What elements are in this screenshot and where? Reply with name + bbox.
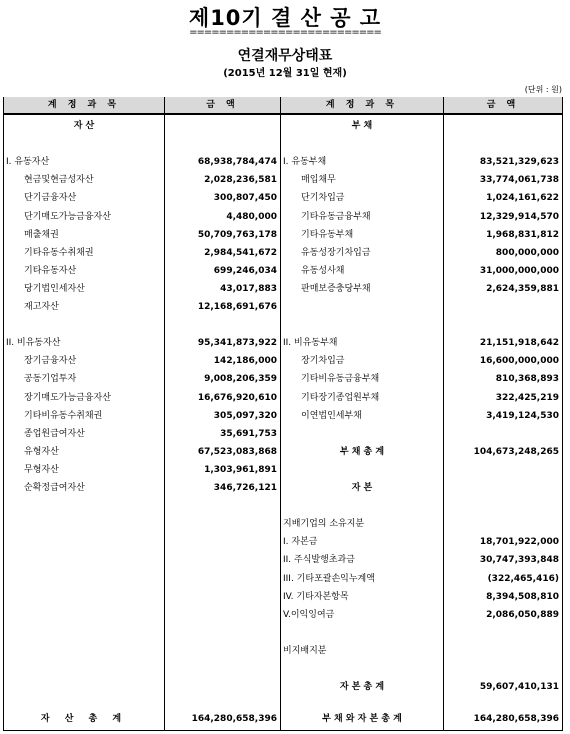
left-row-label: 자 산	[73, 121, 95, 131]
left-row-label: 기타유동자산	[24, 265, 77, 276]
column-divider	[280, 97, 281, 731]
left-row-label: 현금및현금성자산	[24, 175, 94, 186]
right-row-label: I. 유동부채	[283, 157, 327, 168]
left-row-amount: 2,028,236,581	[204, 175, 277, 186]
total-liabilities-equity-amount: 164,280,658,396	[473, 714, 559, 724]
right-row-amount: 1,968,831,812	[486, 229, 559, 240]
right-row-amount: 1,024,161,622	[486, 193, 559, 204]
right-row-label: IV. 기타자본항목	[283, 591, 349, 602]
right-row-amount: 18,701,922,000	[479, 537, 559, 548]
left-row-amount: 699,246,034	[213, 265, 277, 276]
left-row-label: 무형자산	[24, 464, 59, 475]
statement-date: (2015년 12월 31일 현재)	[223, 68, 347, 79]
right-row-label: 자 본	[351, 483, 373, 493]
right-row-label: 기타유동금융부채	[301, 211, 371, 222]
page-title: 제10기 결 산 공 고	[188, 6, 382, 30]
left-row-amount: 43,017,883	[220, 283, 277, 294]
statement-title: 연결재무상태표	[237, 48, 333, 64]
left-row-amount: 9,008,206,359	[204, 374, 277, 385]
left-row-label: 재고자산	[24, 302, 59, 312]
total-assets-amount: 164,280,658,396	[191, 714, 277, 724]
left-row-label: 종업원급여자산	[24, 428, 85, 439]
left-row-label: II. 비유동자산	[6, 338, 61, 349]
right-row-amount: 2,086,050,889	[486, 609, 559, 620]
right-row-amount: 2,624,359,881	[486, 283, 559, 294]
left-row-label: 순확정급여자산	[24, 483, 85, 493]
right-row-label: 유동성장기차입금	[301, 247, 371, 258]
right-row-amount: 83,521,329,623	[479, 157, 559, 168]
left-row-amount: 67,523,083,868	[197, 446, 277, 457]
left-row-amount: 305,097,320	[213, 410, 277, 421]
title-underline: ==========================	[189, 27, 381, 38]
left-row-label: I. 유동자산	[6, 157, 50, 168]
right-row-label: 기타유동부채	[301, 229, 354, 240]
right-row-label: 장기차입금	[301, 356, 345, 367]
left-row-label: 단기금융자산	[24, 193, 77, 204]
right-row-amount: 810,368,893	[495, 374, 559, 385]
right-row-label: II. 비유동부채	[283, 338, 338, 349]
right-row-amount: 322,425,219	[495, 392, 559, 403]
left-row-label: 당기법인세자산	[24, 283, 85, 294]
left-row-amount: 4,480,000	[226, 211, 277, 222]
right-row-label: 이연법인세부채	[301, 410, 362, 421]
right-row-label: II. 주식발행초과금	[283, 555, 355, 566]
header-left-account: 계 정 과 목	[4, 97, 164, 114]
right-row-amount: 3,419,124,530	[486, 410, 559, 421]
left-row-amount: 12,168,691,676	[197, 302, 277, 312]
right-row-amount: 12,329,914,570	[479, 211, 559, 222]
left-row-amount: 2,984,541,672	[204, 247, 277, 258]
left-row-label: 장기매도가능금융자산	[24, 392, 111, 403]
right-row-amount: 8,394,508,810	[486, 591, 559, 602]
right-row-label: 매입채무	[301, 175, 336, 186]
unit-label: (단위 : 원)	[524, 85, 562, 94]
left-row-label: 장기금융자산	[24, 356, 77, 367]
left-row-label: 공동기업투자	[24, 374, 77, 385]
total-liabilities-equity-label: 부 채 와 자 본 총 계	[322, 714, 402, 724]
left-row-amount: 35,691,753	[220, 428, 277, 439]
right-row-amount: 59,607,410,131	[479, 682, 559, 693]
right-row-amount: 104,673,248,265	[473, 446, 559, 457]
left-row-label: 기타비유동수취채권	[24, 410, 103, 421]
right-row-label: 부 채	[351, 121, 373, 131]
left-row-label: 매출채권	[24, 229, 59, 240]
right-row-amount: 30,747,393,848	[479, 555, 559, 566]
left-row-amount: 1,303,961,891	[204, 464, 277, 475]
left-row-amount: 50,709,763,178	[197, 229, 277, 240]
right-row-amount: 800,000,000	[495, 247, 559, 258]
left-row-label: 단기매도가능금융자산	[24, 211, 111, 222]
right-row-label: 유동성사채	[301, 265, 345, 276]
right-row-label: 판매보증충당부채	[301, 283, 371, 294]
right-row-label: 자 본 총 계	[339, 682, 385, 693]
header-bottom-rule	[4, 114, 562, 115]
header-right-amount: 금 액	[444, 97, 562, 114]
left-row-amount: 68,938,784,474	[197, 157, 277, 168]
left-row-amount: 300,807,450	[213, 193, 277, 204]
right-row-amount: (322,465,416)	[487, 573, 559, 584]
left-row-amount: 95,341,873,922	[197, 338, 277, 349]
right-row-label: V.이익잉여금	[283, 609, 335, 620]
right-row-label: 비지배지분	[283, 645, 327, 656]
right-row-label: I. 자본금	[283, 537, 318, 548]
header-right-account: 계 정 과 목	[281, 97, 443, 114]
right-row-label: 부 채 총 계	[339, 446, 385, 457]
right-row-label: 지배기업의 소유지분	[283, 519, 365, 530]
right-row-label: 단기차입금	[301, 193, 345, 204]
left-row-amount: 142,186,000	[213, 356, 277, 367]
left-row-label: 기타유동수취채권	[24, 247, 94, 258]
total-assets-label: 자 산 총 계	[40, 714, 128, 724]
right-row-amount: 33,774,061,738	[479, 175, 559, 186]
right-row-amount: 21,151,918,642	[479, 338, 559, 349]
right-row-amount: 31,000,000,000	[479, 265, 559, 276]
right-row-label: 기타비유동금융부채	[301, 374, 380, 385]
left-row-amount: 16,676,920,610	[197, 392, 277, 403]
right-row-label: III. 기타포괄손익누계액	[283, 573, 375, 584]
left-row-amount: 346,726,121	[213, 483, 277, 493]
left-row-label: 유형자산	[24, 446, 59, 457]
right-row-label: 기타장기종업원부채	[301, 392, 380, 403]
right-row-amount: 16,600,000,000	[479, 356, 559, 367]
header-left-amount: 금 액	[165, 97, 280, 114]
